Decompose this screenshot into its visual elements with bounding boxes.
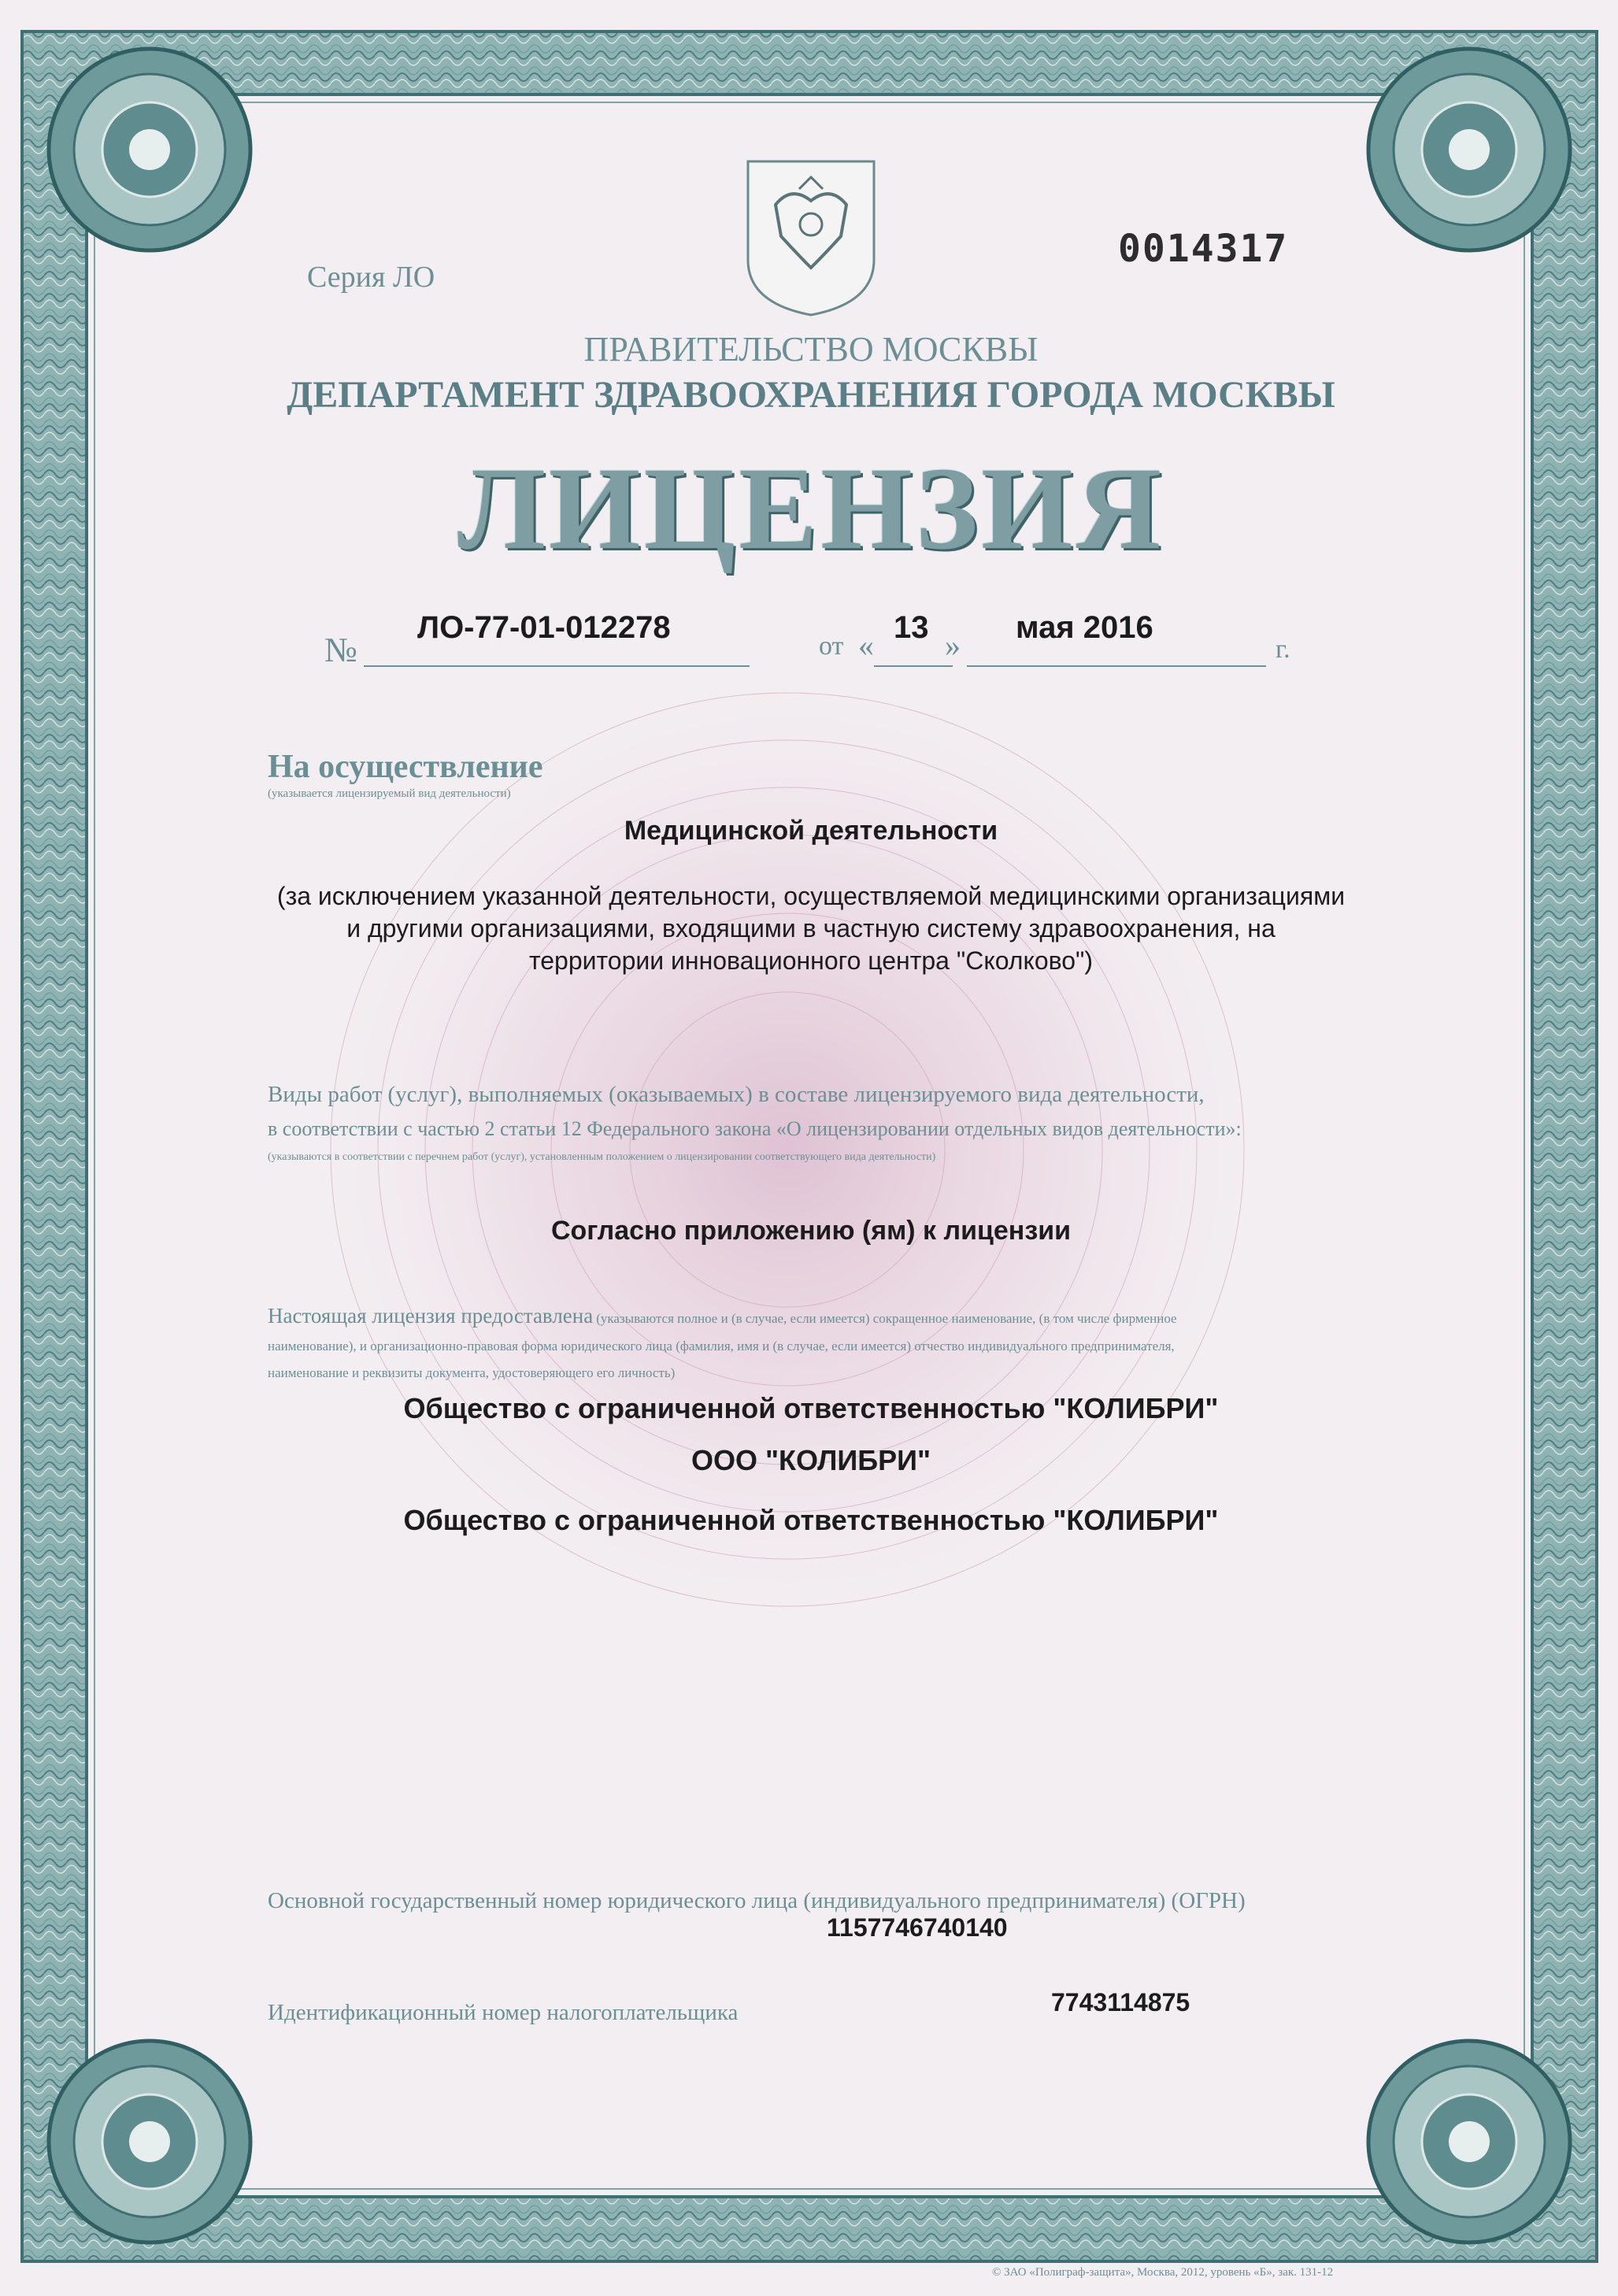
number-label: №	[324, 631, 357, 669]
activity-note	[205, 880, 1417, 977]
corner-rosette-bottom-left	[49, 2041, 250, 2242]
activity-label: На осуществление	[268, 749, 543, 785]
inn-value: 7743114875	[1051, 1988, 1190, 2016]
activity-value: Медицинской деятельности	[624, 816, 998, 846]
licensee-full-name: Общество с ограниченной ответственностью "КОЛИБРИ"	[403, 1392, 1219, 1424]
government-title: ПРАВИТЕЛЬСТВО МОСКВЫ	[583, 330, 1039, 368]
quote-open: «	[858, 628, 874, 663]
works-value: Согласно приложению (ям) к лицензии	[550, 1216, 1072, 1246]
month-underline	[967, 665, 1266, 667]
license-month-year: мая 2016	[1016, 610, 1153, 645]
works-label-line: в соответствии с частью 2 статьи 12 Федерального закона «О лицензировании отдельных видов деятельности»:	[268, 1117, 1242, 1140]
licensee-hint-line: наименование), и организационно-правовая форма юридического лица (фамилия, имя и (в случае, если имеется) отчество индивидуального предпринимателя,	[268, 1339, 1175, 1354]
works-hint: (указываются в соответствии с перечнем работ (услуг), установленным положением о лицензировании соответствующего вида деятельности)	[268, 1151, 936, 1163]
licensee-short-name: ООО "КОЛИБРИ"	[691, 1444, 931, 1476]
corner-rosette-bottom-right	[1368, 2041, 1570, 2242]
ogrn-value: 1157746740140	[827, 1913, 1008, 1942]
year-suffix: г.	[1276, 635, 1290, 664]
licensee-label-block	[268, 1302, 1386, 1387]
license-day: 13	[894, 610, 929, 645]
works-label-line: Виды работ (услуг), выполняемых (оказываемых) в составе лицензируемого вида деятельности,	[268, 1082, 1205, 1107]
licensee-brand-name: Общество с ограниченной ответственностью "КОЛИБРИ"	[403, 1504, 1219, 1536]
blank-number: 0014317	[1118, 227, 1289, 271]
licensee-hint-line: наименование и реквизиты документа, удостоверяющего его личность)	[268, 1365, 676, 1380]
activity-note-line: территории инновационного центра "Сколково")	[528, 946, 1094, 975]
licensee-hint-line: (указываются полное и (в случае, если имеется) сокращенное наименование, (в том числе фирменное	[596, 1311, 1177, 1326]
license-number: ЛО-77-01-012278	[417, 610, 671, 645]
corner-rosette-top-right	[1368, 49, 1570, 250]
activity-hint: (указывается лицензируемый вид деятельности)	[268, 787, 511, 800]
department-title: ДЕПАРТАМЕНТ ЗДРАВООХРАНЕНИЯ ГОРОДА МОСКВЫ	[287, 374, 1335, 416]
day-underline	[874, 665, 953, 667]
activity-note-line: и другими организациями, входящими в частную систему здравоохранения, на	[346, 914, 1276, 942]
number-underline	[364, 665, 750, 667]
works-label	[268, 1077, 1242, 1146]
printer-imprint: © ЗАО «Полиграф-защита», Москва, 2012, уровень «Б», зак. 131-12	[992, 2266, 1334, 2279]
date-from-label: от	[819, 631, 844, 661]
ogrn-label: Основной государственный номер юридического лица (индивидуального предпринимателя) (ОГРН)	[268, 1888, 1246, 1913]
series-label: Серия ЛО	[307, 261, 435, 294]
activity-note-line: (за исключением указанной деятельности, осуществляемой медицинскими организациями	[276, 882, 1346, 910]
quote-close: »	[945, 628, 961, 663]
corner-rosette-top-left	[49, 49, 250, 250]
coat-of-arms-emblem	[748, 161, 874, 315]
license-title: ЛИЦЕНЗИЯ	[457, 443, 1164, 574]
licensee-label: Настоящая лицензия предоставлена	[268, 1304, 594, 1328]
inn-label: Идентификационный номер налогоплательщика	[268, 2000, 739, 2025]
